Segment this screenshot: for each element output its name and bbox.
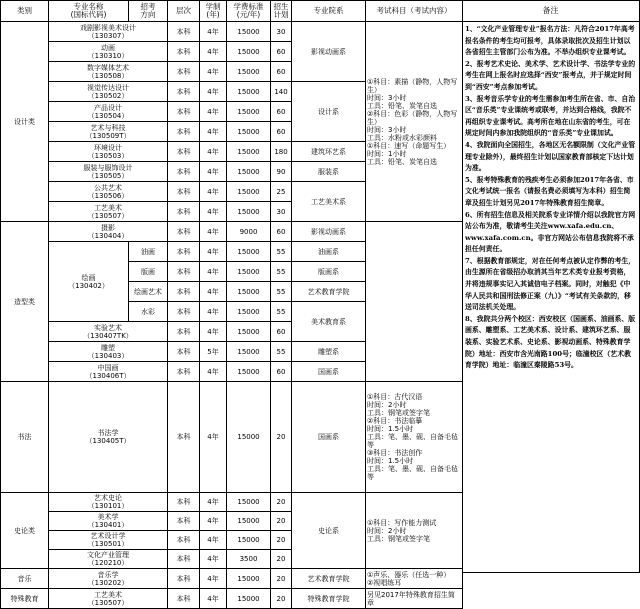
fee-cell: 3500 (227, 550, 271, 569)
plan-cell: 30 (271, 202, 292, 222)
dept-cell: 影视动画系 (292, 222, 366, 242)
major-cell: 雕塑 （130403） (49, 342, 168, 362)
header-dept: 专业院系 (292, 1, 366, 22)
plan-cell: 20 (271, 512, 292, 531)
exam-cell (366, 222, 463, 382)
major-cell: 服装与服饰设计 （130505） (49, 162, 168, 182)
category-cell: 书法 (1, 382, 49, 493)
exam-cell: ①科目：写作能力测试 时间：2小时 工具：钢笔或签字笔 (366, 493, 463, 569)
major-cell: 工艺美术 （130507） (49, 202, 168, 222)
fee-cell: 9000 (227, 222, 271, 242)
dept-cell: 建筑环艺系 (292, 142, 366, 162)
major-cell: 艺术与科技 （130509T） (49, 122, 168, 142)
note-item: 4、我院面向全国招生，各地区无名额限制（文化产业管理专业除外），最终招生计划以国家教育部核定下达计划为准。 (465, 140, 636, 173)
years-cell: 4年 (200, 222, 227, 242)
years-cell: 4年 (200, 550, 227, 569)
category-cell: 音乐 (1, 569, 49, 589)
level-cell: 本科 (168, 122, 200, 142)
plan-cell: 55 (271, 242, 292, 262)
header-level: 层次 (168, 1, 200, 22)
note-item: 1、“文化产业管理专业”报名方法：凡符合2017年高考报名条件的考生均可报考，具体录取批次及招生计划以各省招生主管部门公布为准。不举办组织专业课考试。 (465, 25, 635, 57)
exam-cell: 另见2017年特殊教育招生简章 (366, 589, 463, 609)
fee-cell: 15000 (227, 322, 271, 342)
major-cell: 艺术史论 （130101） (49, 493, 168, 512)
level-cell: 本科 (168, 362, 200, 382)
header-category: 类别 (1, 1, 49, 22)
fee-cell: 15000 (227, 242, 271, 262)
fee-cell: 15000 (227, 202, 271, 222)
fee-cell: 15000 (227, 362, 271, 382)
plan-cell: 140 (271, 82, 292, 102)
years-cell: 4年 (200, 512, 227, 531)
direction-cell: 版画 (129, 262, 168, 282)
major-cell: 公共艺术 （130506） (49, 182, 168, 202)
dept-cell: 国画系 (292, 382, 366, 493)
level-cell: 本科 (168, 102, 200, 122)
plan-cell: 20 (271, 531, 292, 550)
fee-cell: 15000 (227, 162, 271, 182)
level-cell: 本科 (168, 382, 200, 493)
level-cell: 本科 (168, 82, 200, 102)
fee-cell: 15000 (227, 302, 271, 322)
fee-cell: 15000 (227, 262, 271, 282)
fee-cell: 15000 (227, 42, 271, 62)
level-cell: 本科 (168, 42, 200, 62)
major-cell: 视觉传达设计 （130502） (49, 82, 168, 102)
major-cell: 绘画 （130402） (49, 242, 129, 322)
header-plan: 招生 计划 (271, 1, 292, 22)
level-cell: 本科 (168, 202, 200, 222)
plan-cell: 180 (271, 142, 292, 162)
table-row (1, 569, 463, 589)
years-cell: 4年 (200, 282, 227, 302)
major-cell: 美术学 （130401） (49, 512, 168, 531)
note-item: 8、我院共分两个校区：西安校区（国画系、油画系、版画系、雕塑系、工艺美术系、设计系、建筑环艺系、服装系、实验艺术系、史论系、影视动画系、特殊教育学院）地址：西安市含光南路100号；临潼校区（艺术教育学院）地址：临潼区秦陵路53号。 (465, 314, 636, 370)
major-cell: 书法学 （130405T） (49, 382, 168, 493)
plan-cell: 20 (271, 493, 292, 512)
plan-cell: 20 (271, 382, 292, 493)
fee-cell: 15000 (227, 382, 271, 493)
years-cell: 4年 (200, 589, 227, 609)
level-cell: 本科 (168, 222, 200, 242)
level-cell: 本科 (168, 493, 200, 512)
header-years: 学制 (年) (200, 1, 227, 22)
level-cell: 本科 (168, 282, 200, 302)
dept-cell: 特殊教育学院 (292, 589, 366, 609)
dept-cell: 国画系 (292, 362, 366, 382)
dept-cell: 雕塑系 (292, 342, 366, 362)
major-cell: 实验艺术 （130407TK） (49, 322, 168, 342)
years-cell: 4年 (200, 322, 227, 342)
years-cell: 4年 (200, 531, 227, 550)
plan-cell: 60 (271, 42, 292, 62)
plan-cell: 55 (271, 302, 292, 322)
plan-cell: 20 (271, 589, 292, 609)
level-cell: 本科 (168, 62, 200, 82)
dept-cell: 艺术教育学院 (292, 569, 366, 589)
fee-cell: 15000 (227, 569, 271, 589)
plan-cell: 60 (271, 102, 292, 122)
level-cell: 本科 (168, 142, 200, 162)
plan-cell: 20 (271, 550, 292, 569)
table-header-row (1, 1, 463, 22)
fee-cell: 15000 (227, 122, 271, 142)
category-cell: 设计类 (1, 22, 49, 222)
fee-cell: 15000 (227, 589, 271, 609)
fee-cell: 15000 (227, 142, 271, 162)
level-cell: 本科 (168, 162, 200, 182)
plan-cell: 55 (271, 342, 292, 362)
dept-cell: 史论系 (292, 493, 366, 569)
note-item: 5、报考特殊教育的残疾考生必须参加2017年各省、市文化考试统一报名（请报名费必须填写为本科）招生简章及招生计划另见2017年特殊教育招生简章。 (465, 175, 634, 207)
exam-text-sketch: ①科目：速写（命题写生） 时间：1小时 工具：铅笔、炭笔自选 (367, 141, 451, 166)
years-cell: 5年 (200, 342, 227, 362)
fee-cell: 15000 (227, 182, 271, 202)
header-major: 专业名称 (国标代码) (49, 1, 129, 22)
years-cell: 4年 (200, 42, 227, 62)
notes-body (462, 22, 639, 374)
plan-cell: 25 (271, 182, 292, 202)
years-cell: 4年 (200, 122, 227, 142)
major-cell: 动画 （130310） (49, 42, 168, 62)
dept-cell: 服装系 (292, 162, 366, 182)
level-cell: 本科 (168, 531, 200, 550)
exam-cell: ①科目：古代汉语 时间：2小时 工具：钢笔或签字笔 ②科目：书法临摹 时间：1.5小时 工具：笔、墨、砚、自备毛毡等 ③科目：书法创作 时间：1.5小时 工具：笔、墨、砚、自备毛毡等 (366, 382, 463, 493)
table-row (1, 22, 463, 42)
dept-cell: 影视动画系 (292, 22, 366, 82)
fee-cell: 15000 (227, 282, 271, 302)
dept-cell: 版画系 (292, 262, 366, 282)
years-cell: 4年 (200, 82, 227, 102)
fee-cell: 15000 (227, 531, 271, 550)
direction-cell: 水彩 (129, 302, 168, 322)
fee-cell: 15000 (227, 82, 271, 102)
note-item: 7、根据教育部规定，对在任何考点被认定作弊的考生，由生源所在省级招办取消其当年艺术类专业报考资格，并将违规事实记入其诚信电子档案。同时，对触犯《中华人民共和国刑法修正案（九）》“考试有关条款的，移送司法机关处理。 (465, 256, 636, 312)
years-cell: 4年 (200, 382, 227, 493)
plan-cell: 20 (271, 569, 292, 589)
major-cell: 文化产业管理 （120210） (49, 550, 168, 569)
plan-cell: 60 (271, 62, 292, 82)
notes-panel (462, 0, 640, 573)
level-cell: 本科 (168, 550, 200, 569)
years-cell: 4年 (200, 302, 227, 322)
notes-header: 备注 (462, 1, 639, 22)
plan-cell: 90 (271, 162, 292, 182)
dept-cell: 油画系 (292, 242, 366, 262)
fee-cell: 15000 (227, 342, 271, 362)
dept-cell: 设计系 (292, 82, 366, 142)
years-cell: 4年 (200, 242, 227, 262)
exam-cell: ①声乐、器乐（任选一种） ②视唱练耳 (366, 569, 463, 589)
level-cell: 本科 (168, 262, 200, 282)
category-cell: 史论类 (1, 493, 49, 569)
note-item: 3、报考音乐学专业的考生需参加考生所在省、市、自治区“音乐类”专业课统考或联考，并达到合格线，我院不再组织专业课考试。高考所在地在山东省的考生，可在规定时间内参加我院组织的“音乐类”专业课加试。 (465, 94, 636, 138)
major-cell: 工艺美术 （130507） (49, 589, 168, 609)
major-cell: 摄影 （130404） (49, 222, 168, 242)
fee-cell: 15000 (227, 493, 271, 512)
level-cell: 本科 (168, 322, 200, 342)
exam-cell (366, 22, 463, 222)
years-cell: 4年 (200, 362, 227, 382)
dept-cell: 美术教育系 (292, 302, 366, 342)
level-cell: 本科 (168, 182, 200, 202)
header-exam: 考试科目（考试内容） (366, 1, 463, 22)
table-row (1, 493, 463, 512)
major-cell: 产品设计 （130504） (49, 102, 168, 122)
plan-cell: 60 (271, 122, 292, 142)
major-cell: 环境设计 （130503） (49, 142, 168, 162)
table-row (1, 222, 463, 242)
years-cell: 4年 (200, 162, 227, 182)
note-item: 2、报考艺术史论、美术学、艺术设计学、书法学专业的考生在网上报名时应选择“西安”报考点，并于规定时间到“西安”考点参加考试。 (465, 59, 636, 91)
category-cell: 特殊教育 (1, 589, 49, 609)
plan-cell: 60 (271, 362, 292, 382)
fee-cell: 15000 (227, 62, 271, 82)
direction-cell: 油画 (129, 242, 168, 262)
plan-cell: 60 (271, 222, 292, 242)
years-cell: 4年 (200, 22, 227, 42)
plan-cell: 30 (271, 22, 292, 42)
direction-cell: 绘画艺术 (129, 282, 168, 302)
fee-cell: 15000 (227, 512, 271, 531)
major-cell: 数字媒体艺术 （130508） (49, 62, 168, 82)
fee-cell: 15000 (227, 102, 271, 122)
major-cell: 戏剧影视美术设计 （130307） (49, 22, 168, 42)
major-cell: 中国画 （130406T） (49, 362, 168, 382)
years-cell: 4年 (200, 202, 227, 222)
dept-cell: 工艺美术系 (292, 182, 366, 222)
plan-cell: 55 (271, 262, 292, 282)
level-cell: 本科 (168, 512, 200, 531)
years-cell: 4年 (200, 102, 227, 122)
level-cell: 本科 (168, 569, 200, 589)
major-cell: 音乐学 （130202） (49, 569, 168, 589)
table-row (1, 589, 463, 609)
dept-cell: 艺术教育学院 (292, 282, 366, 302)
years-cell: 4年 (200, 262, 227, 282)
level-cell: 本科 (168, 302, 200, 322)
exam-text-design: ①科目：素描（静物，人物写生） 时间：3小时 工具：铅笔、炭笔自选 ②科目：色彩（静物，人物写生） 时间：3小时 工具：水粉或水彩颜料 (367, 77, 458, 142)
years-cell: 4年 (200, 142, 227, 162)
level-cell: 本科 (168, 589, 200, 609)
plan-cell: 55 (271, 282, 292, 302)
years-cell: 4年 (200, 493, 227, 512)
note-item: 6、所有招生信息及相关院系专业详情介绍以我院官方网站公布为准，敬请考生关注www.xafa.edu.cn、www.xafa.com.cn。非官方网站公布信息我院将不承担任何责任。 (465, 210, 636, 254)
header-fee: 学费标准 (元/年) (227, 1, 271, 22)
category-cell: 造型类 (1, 222, 49, 382)
header-direction: 招考 方向 (129, 1, 168, 22)
table-row (1, 382, 463, 493)
major-cell: 艺术设计学 （130501） (49, 531, 168, 550)
fee-cell: 15000 (227, 22, 271, 42)
level-cell: 本科 (168, 242, 200, 262)
years-cell: 4年 (200, 62, 227, 82)
years-cell: 4年 (200, 182, 227, 202)
years-cell: 4年 (200, 569, 227, 589)
level-cell: 本科 (168, 22, 200, 42)
level-cell: 本科 (168, 342, 200, 362)
plan-cell: 60 (271, 322, 292, 342)
